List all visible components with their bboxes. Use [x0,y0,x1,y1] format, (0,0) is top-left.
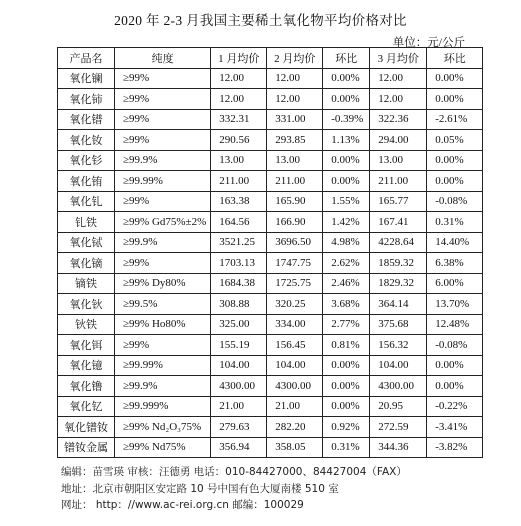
cell-product: 氧化钬 [58,294,115,315]
cell-feb-mom: 0.92% [323,417,370,438]
cell-mar-mom: 0.00% [427,376,483,397]
cell-purity: ≥99% Nd₂O₃75% [115,417,211,438]
cell-feb-avg: 12.00 [267,68,323,89]
cell-feb-avg: 166.90 [267,212,323,233]
cell-jan-avg: 1703.13 [211,253,267,274]
cell-jan-avg: 211.00 [211,171,267,192]
table-row [58,396,483,417]
cell-jan-avg: 356.94 [211,437,267,458]
cell-feb-avg: 21.00 [267,396,323,417]
cell-purity: ≥99.9% [115,150,211,171]
cell-product: 氧化镧 [58,68,115,89]
cell-mar-avg: 167.41 [370,212,427,233]
cell-purity: ≥99% [115,191,211,212]
table-row [58,89,483,110]
cell-mar-mom: -3.41% [427,417,483,438]
cell-jan-avg: 164.56 [211,212,267,233]
footer-info [61,464,407,514]
cell-feb-mom: 4.98% [323,232,370,253]
footer-editor-line: 编辑：苗雪瑛 审核：汪德勇 电话：010-84427000、84427004（FAX） [61,466,407,478]
cell-feb-avg: 334.00 [267,314,323,335]
table-row [58,314,483,335]
cell-purity: ≥99% [115,89,211,110]
cell-feb-avg: 358.05 [267,437,323,458]
cell-feb-avg: 13.00 [267,150,323,171]
cell-mar-avg: 1829.32 [370,273,427,294]
cell-product: 氧化镨 [58,109,115,130]
cell-mar-avg: 20.95 [370,396,427,417]
cell-mar-mom: -3.82% [427,437,483,458]
cell-purity: ≥99% [115,335,211,356]
cell-feb-avg: 1747.75 [267,253,323,274]
table-row [58,212,483,233]
cell-jan-avg: 12.00 [211,68,267,89]
cell-product: 钆铁 [58,212,115,233]
cell-mar-avg: 12.00 [370,89,427,110]
cell-mar-avg: 294.00 [370,130,427,151]
cell-mar-avg: 4228.64 [370,232,427,253]
cell-jan-avg: 163.38 [211,191,267,212]
header-purity: 纯度 [115,48,211,69]
cell-purity: ≥99% [115,109,211,130]
cell-jan-avg: 1684.38 [211,273,267,294]
table-row [58,232,483,253]
cell-purity: ≥99.99% [115,171,211,192]
cell-feb-mom: 0.00% [323,396,370,417]
cell-product: 钬铁 [58,314,115,335]
table-row [58,130,483,151]
table-row [58,437,483,458]
cell-feb-avg: 104.00 [267,355,323,376]
cell-mar-mom: 14.40% [427,232,483,253]
cell-mar-mom: 6.00% [427,273,483,294]
cell-jan-avg: 279.63 [211,417,267,438]
price-table [57,47,483,458]
cell-purity: ≥99% [115,130,211,151]
cell-feb-avg: 3696.50 [267,232,323,253]
cell-product: 氧化铽 [58,232,115,253]
cell-mar-mom: -0.08% [427,335,483,356]
cell-purity: ≥99.999% [115,396,211,417]
cell-mar-avg: 156.32 [370,335,427,356]
cell-mar-avg: 104.00 [370,355,427,376]
cell-feb-avg: 331.00 [267,109,323,130]
table-body [58,68,483,458]
cell-feb-avg: 4300.00 [267,376,323,397]
cell-mar-mom: 13.70% [427,294,483,315]
table-row [58,294,483,315]
cell-jan-avg: 13.00 [211,150,267,171]
table-header-row [58,48,483,69]
footer-address-line: 地址：北京市朝阳区安定路 10 号中国有色大厦南楼 510 室 [61,482,339,495]
cell-mar-avg: 272.59 [370,417,427,438]
cell-purity: ≥99% Dy80% [115,273,211,294]
cell-product: 氧化钆 [58,191,115,212]
cell-jan-avg: 3521.25 [211,232,267,253]
cell-mar-avg: 364.14 [370,294,427,315]
cell-feb-avg: 282.20 [267,417,323,438]
cell-product: 氧化铒 [58,335,115,356]
cell-feb-mom: 1.13% [323,130,370,151]
cell-jan-avg: 155.19 [211,335,267,356]
cell-jan-avg: 332.31 [211,109,267,130]
cell-mar-mom: 12.48% [427,314,483,335]
cell-purity: ≥99.9% [115,376,211,397]
cell-mar-mom: 0.00% [427,171,483,192]
cell-purity: ≥99.9% [115,232,211,253]
cell-mar-mom: 6.38% [427,253,483,274]
cell-product: 氧化镱 [58,355,115,376]
cell-purity: ≥99% Ho80% [115,314,211,335]
cell-product: 氧化钇 [58,396,115,417]
cell-product: 氧化镨钕 [58,417,115,438]
cell-feb-mom: 2.46% [323,273,370,294]
header-mar-mom: 环比 [427,48,483,69]
cell-purity: ≥99% Gd75%±2% [115,212,211,233]
cell-feb-mom: 1.42% [323,212,370,233]
table-row [58,273,483,294]
table-row [58,150,483,171]
cell-feb-mom: 0.00% [323,376,370,397]
cell-feb-avg: 165.90 [267,191,323,212]
cell-mar-mom: -0.08% [427,191,483,212]
cell-jan-avg: 4300.00 [211,376,267,397]
cell-product: 氧化铕 [58,171,115,192]
cell-mar-avg: 165.77 [370,191,427,212]
table-row [58,191,483,212]
cell-purity: ≥99% [115,253,211,274]
header-mar-avg: 3 月均价 [370,48,427,69]
cell-feb-avg: 320.25 [267,294,323,315]
cell-mar-avg: 4300.00 [370,376,427,397]
cell-mar-mom: 0.05% [427,130,483,151]
cell-product: 氧化钐 [58,150,115,171]
cell-jan-avg: 21.00 [211,396,267,417]
cell-mar-mom: 0.00% [427,89,483,110]
cell-feb-avg: 12.00 [267,89,323,110]
cell-feb-mom: 0.00% [323,355,370,376]
header-product: 产品名 [58,48,115,69]
cell-mar-avg: 344.36 [370,437,427,458]
cell-feb-avg: 211.00 [267,171,323,192]
table-row [58,417,483,438]
table-row [58,355,483,376]
cell-feb-mom: 0.00% [323,150,370,171]
table-row [58,335,483,356]
unit-label: 单位：元/公斤 [392,37,465,49]
cell-jan-avg: 290.56 [211,130,267,151]
cell-jan-avg: 308.88 [211,294,267,315]
cell-product: 镝铁 [58,273,115,294]
cell-mar-mom: 0.00% [427,355,483,376]
cell-feb-mom: -0.39% [323,109,370,130]
table-row [58,68,483,89]
cell-product: 镨钕金属 [58,437,115,458]
header-jan-avg: 1 月均价 [211,48,267,69]
cell-purity: ≥99% Nd75% [115,437,211,458]
cell-feb-mom: 0.00% [323,68,370,89]
cell-feb-avg: 293.85 [267,130,323,151]
cell-mar-mom: 0.00% [427,150,483,171]
header-feb-avg: 2 月均价 [267,48,323,69]
cell-mar-avg: 13.00 [370,150,427,171]
footer-website-line: 网址： http：//www.ac-rei.org.cn 邮编：100029 [61,499,304,511]
cell-purity: ≥99.99% [115,355,211,376]
cell-jan-avg: 104.00 [211,355,267,376]
cell-mar-avg: 322.36 [370,109,427,130]
cell-feb-mom: 0.81% [323,335,370,356]
cell-purity: ≥99% [115,68,211,89]
cell-feb-mom: 0.00% [323,171,370,192]
cell-product: 氧化钕 [58,130,115,151]
cell-product: 氧化铈 [58,89,115,110]
cell-product: 氧化镝 [58,253,115,274]
cell-product: 氧化镥 [58,376,115,397]
cell-jan-avg: 12.00 [211,89,267,110]
cell-mar-avg: 1859.32 [370,253,427,274]
cell-feb-mom: 1.55% [323,191,370,212]
cell-mar-mom: 0.31% [427,212,483,233]
document-title: 2020 年 2-3 月我国主要稀土氧化物平均价格对比 [114,13,407,28]
cell-feb-mom: 3.68% [323,294,370,315]
header-feb-mom: 环比 [323,48,370,69]
cell-purity: ≥99.5% [115,294,211,315]
cell-feb-avg: 156.45 [267,335,323,356]
cell-feb-mom: 0.00% [323,89,370,110]
cell-mar-avg: 12.00 [370,68,427,89]
table-row [58,253,483,274]
cell-mar-mom: -2.61% [427,109,483,130]
cell-feb-mom: 0.31% [323,437,370,458]
cell-mar-mom: 0.00% [427,68,483,89]
cell-feb-mom: 2.77% [323,314,370,335]
cell-feb-mom: 2.62% [323,253,370,274]
cell-mar-mom: -0.22% [427,396,483,417]
cell-feb-avg: 1725.75 [267,273,323,294]
table-row [58,109,483,130]
cell-jan-avg: 325.00 [211,314,267,335]
table-row [58,171,483,192]
table-row [58,376,483,397]
cell-mar-avg: 211.00 [370,171,427,192]
cell-mar-avg: 375.68 [370,314,427,335]
